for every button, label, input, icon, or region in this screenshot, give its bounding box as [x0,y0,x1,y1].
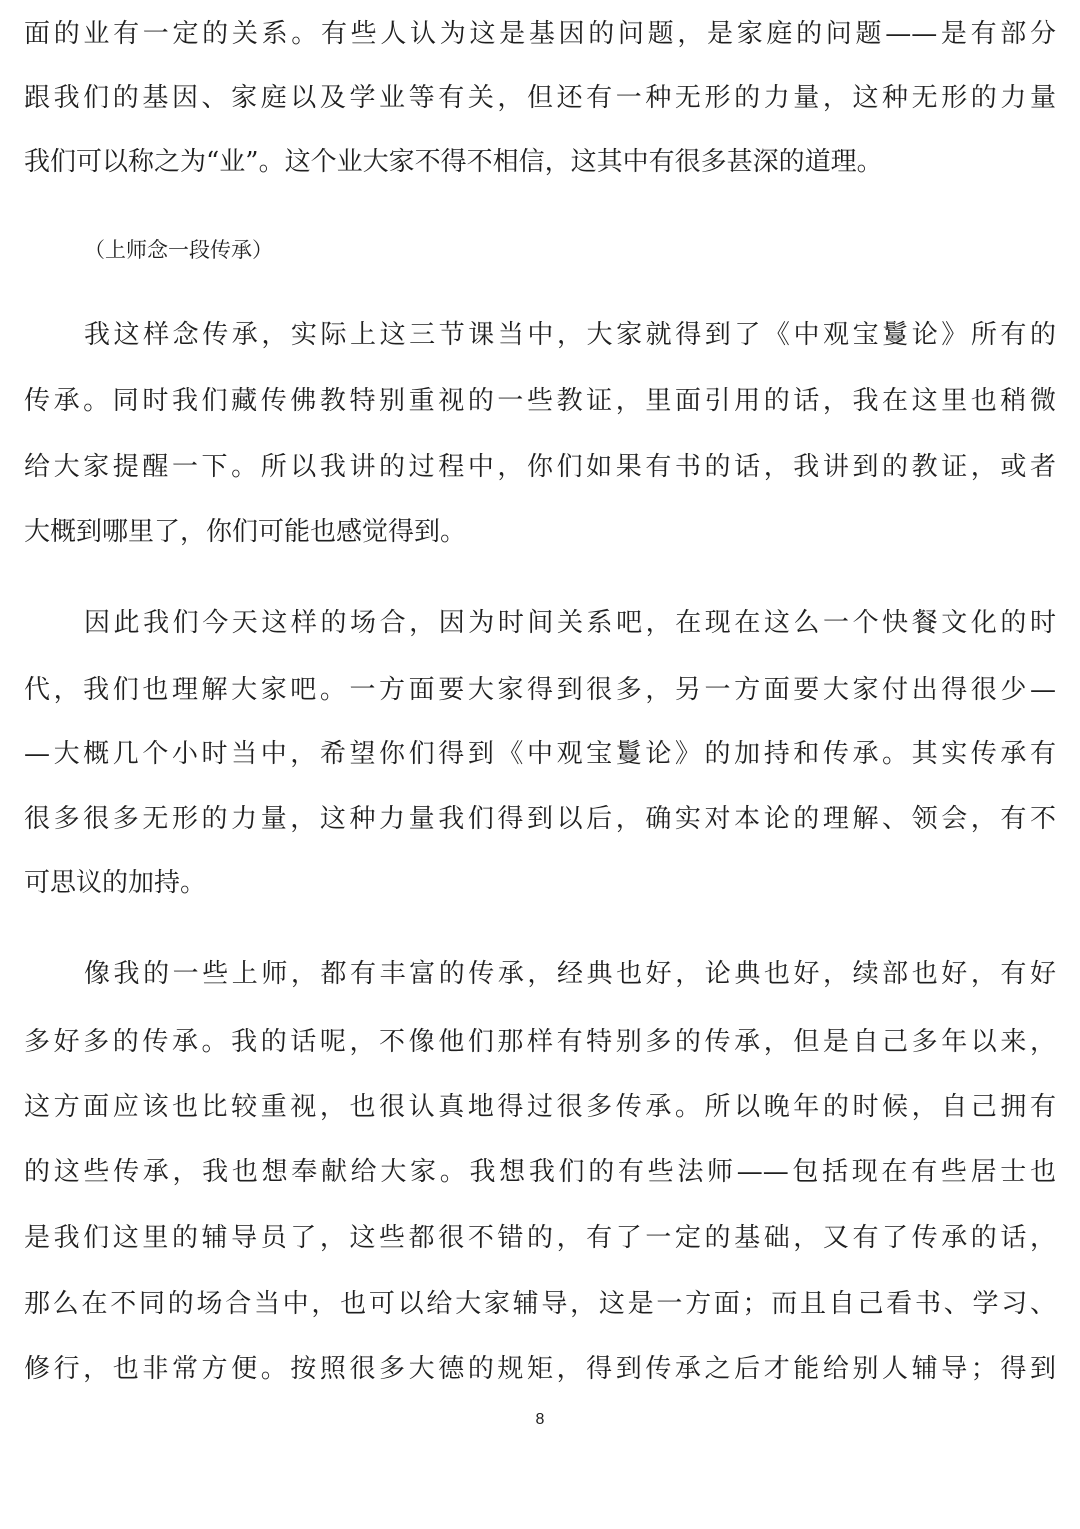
text-line-content: 可思议的加持。 [24,868,207,898]
text-line [0,512,1080,552]
text-line-content: 大概到哪里了，你们可能也感觉得到。 [24,517,467,547]
note-line [0,230,1080,270]
text-line [0,1284,1080,1324]
text-line-content: 给大家提醒一下。所以我讲的过程中，你们如果有书的话，我讲到的教证，或者 [24,452,1056,482]
note-text: （上师念一段传承） [84,238,273,262]
text-line [0,670,1080,710]
text-line [0,734,1080,774]
text-line-content: 是我们这里的辅导员了，这些都很不错的，有了一定的基础，又有了传承的话， [24,1223,1056,1253]
text-line-content: 很多很多无形的力量，这种力量我们得到以后，确实对本论的理解、领会，有不 [24,804,1056,834]
text-line-content: 像我的一些上师，都有丰富的传承，经典也好，论典也好，续部也好，有好 [84,959,1056,989]
text-line [0,799,1080,839]
text-line-content: 我这样念传承，实际上这三节课当中，大家就得到了《中观宝鬘论》所有的 [84,320,1056,350]
text-line-content: 因此我们今天这样的场合，因为时间关系吧，在现在这么一个快餐文化的时 [84,608,1056,638]
text-line-content: 我们可以称之为“业”。这个业大家不得不相信，这其中有很多甚深的道理。 [24,147,883,177]
text-line-content: 那么在不同的场合当中，也可以给大家辅导，这是一方面；而且自己看书、学习、 [24,1289,1056,1319]
text-line [0,863,1080,903]
text-line-content: 面的业有一定的关系。有些人认为这是基因的问题，是家庭的问题——是有部分 [24,19,1056,49]
text-line-content: 代，我们也理解大家吧。一方面要大家得到很多，另一方面要大家付出得很少— [24,675,1056,705]
text-line-content: 的这些传承，我也想奉献给大家。我想我们的有些法师——包括现在有些居士也 [24,1157,1056,1187]
text-line [0,78,1080,118]
page-number: 8 [535,1411,545,1428]
text-line [0,142,1080,182]
text-line [0,315,1080,355]
text-line [0,1022,1080,1062]
text-line [0,1087,1080,1127]
text-line [0,381,1080,421]
text-line-content: 传承。同时我们藏传佛教特别重视的一些教证，里面引用的话，我在这里也稍微 [24,386,1056,416]
text-line [0,603,1080,643]
text-line [0,447,1080,487]
text-line-content: 这方面应该也比较重视，也很认真地得过很多传承。所以晚年的时候，自己拥有 [24,1092,1056,1122]
text-line [0,14,1080,54]
text-line-content: —大概几个小时当中，希望你们得到《中观宝鬘论》的加持和传承。其实传承有 [24,739,1056,769]
text-line [0,1152,1080,1192]
text-line [0,954,1080,994]
text-line-content: 多好多的传承。我的话呢，不像他们那样有特别多的传承，但是自己多年以来， [24,1027,1056,1057]
text-line-content: 跟我们的基因、家庭以及学业等有关，但还有一种无形的力量，这种无形的力量 [24,83,1056,113]
text-line-content: 修行，也非常方便。按照很多大德的规矩，得到传承之后才能给别人辅导；得到 [24,1354,1056,1384]
text-line [0,1218,1080,1258]
text-line [0,1349,1080,1389]
